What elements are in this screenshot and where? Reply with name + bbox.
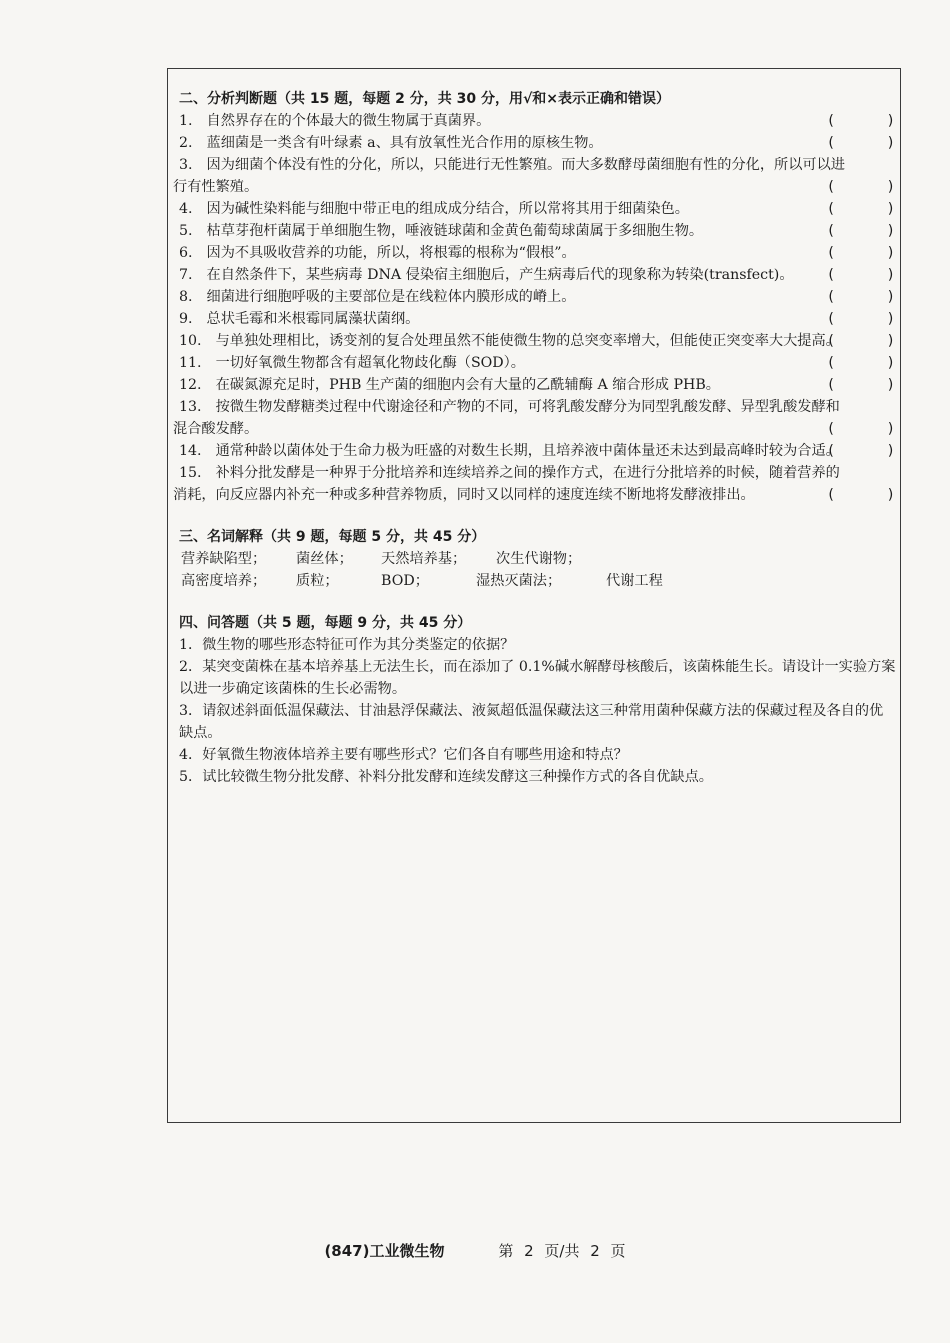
judgment-question (173, 286, 897, 308)
question-number: 10. (179, 333, 202, 349)
answer-brackets[interactable]: ( ) (826, 355, 895, 371)
course-code: (847)工业微生物 (324, 1242, 445, 1260)
term-item: 高密度培养； (181, 573, 267, 589)
question-text: 按微生物发酵糖类过程中代谢途径和产物的不同，可将乳酸发酵分为同型乳酸发酵、异型乳酸发酵和混合酸发酵。 (173, 399, 840, 437)
open-question: 3．请叙述斜面低温保藏法、甘油悬浮保藏法、液氮超低温保藏法这三种常用菌种保藏方法的保藏过程及各自的优缺点。 (179, 703, 884, 741)
term-item: 菌丝体； (296, 551, 353, 567)
answer-brackets[interactable]: ( ) (826, 267, 895, 283)
answer-brackets[interactable]: ( ) (826, 245, 895, 261)
question-text: 细菌进行细胞呼吸的主要部位是在线粒体内膜形成的嵴上。 (206, 289, 576, 305)
answer-brackets[interactable]: ( ) (826, 223, 895, 239)
question-number: 3. (179, 157, 193, 173)
question-number: 7. (179, 267, 193, 283)
question-text: 补料分批发酵是一种界于分批培养和连续培养之间的操作方式，在进行分批培养的时候，随着营养的消耗，向反应器内补充一种或多种营养物质，同时又以同样的速度连续不断地将发酵液排出。 (173, 465, 840, 503)
answer-brackets[interactable]: ( ) (826, 333, 895, 349)
question-text: 因为细菌个体没有性的分化，所以，只能进行无性繁殖。而大多数酵母菌细胞有性的分化，所以可以进行有性繁殖。 (173, 157, 845, 195)
judgment-question (173, 264, 897, 286)
question-text: 通常种龄以菌体处于生命力极为旺盛的对数生长期，且培养液中菌体量还未达到最高峰时较为合适。 (215, 443, 840, 459)
question-text: 蓝细菌是一类含有叶绿素 a、具有放氧性光合作用的原核生物。 (206, 135, 603, 151)
judgment-question (173, 352, 897, 374)
term-item: 代谢工程 (606, 573, 663, 589)
answer-brackets[interactable]: ( ) (826, 421, 895, 437)
question-number: 2. (179, 135, 193, 151)
judgment-question (173, 198, 897, 220)
judgment-question (173, 396, 897, 440)
judgment-question (173, 110, 897, 132)
question-number: 6. (179, 245, 193, 261)
term-item: 营养缺陷型； (181, 551, 267, 567)
answer-brackets[interactable]: ( ) (826, 201, 895, 217)
judgment-question (173, 330, 897, 352)
judgment-question (173, 242, 897, 264)
answer-brackets[interactable]: ( ) (826, 179, 895, 195)
page-footer (0, 1240, 950, 1261)
question-text: 在碳氮源充足时，PHB 生产菌的细胞内会有大量的乙酰辅酶 A 缩合形成 PHB。 (215, 377, 720, 393)
question-number: 13. (179, 399, 202, 415)
question-text: 因为不具吸收营养的功能，所以，将根霉的根称为“假根”。 (206, 245, 576, 261)
term-item: 湿热灭菌法； (476, 573, 562, 589)
answer-brackets[interactable]: ( ) (826, 289, 895, 305)
section2-title: 二、分析判断题（共 15 题，每题 2 分，共 30 分，用√和×表示正确和错误） (179, 91, 671, 107)
question-number: 9. (179, 311, 193, 327)
section4-title: 四、问答题（共 5 题，每题 9 分，共 45 分） (179, 615, 472, 631)
open-question: 1．微生物的哪些形态特征可作为其分类鉴定的依据？ (179, 637, 515, 653)
answer-brackets[interactable]: ( ) (826, 113, 895, 129)
open-question: 5．试比较微生物分批发酵、补料分批发酵和连续发酵这三种操作方式的各自优缺点。 (179, 769, 713, 785)
judgment-question (173, 440, 897, 462)
question-text: 总状毛霉和米根霉同属藻状菌纲。 (206, 311, 420, 327)
open-question: 2．某突变菌株在基本培养基上无法生长，而在添加了 0.1%碱水解酵母核酸后，该菌株能生长。请设计一实验方案以进一步确定该菌株的生长必需物。 (179, 659, 896, 697)
term-item: 天然培养基； (381, 551, 467, 567)
question-number: 8. (179, 289, 193, 305)
page-number: 第 2 页/共 2 页 (498, 1242, 626, 1260)
judgment-question (173, 374, 897, 396)
question-text: 因为碱性染料能与细胞中带正电的组成成分结合，所以常将其用于细菌染色。 (206, 201, 689, 217)
question-text: 自然界存在的个体最大的微生物属于真菌界。 (206, 113, 491, 129)
judgment-question (173, 462, 897, 506)
judgment-question (173, 132, 897, 154)
exam-content (173, 88, 897, 788)
question-text: 一切好氧微生物都含有超氧化物歧化酶（SOD）。 (215, 355, 525, 371)
answer-brackets[interactable]: ( ) (826, 135, 895, 151)
judgment-question (173, 154, 897, 198)
judgment-question-list (173, 110, 897, 506)
question-number: 15. (179, 465, 202, 481)
answer-brackets[interactable]: ( ) (826, 377, 895, 393)
question-text: 与单独处理相比，诱变剂的复合处理虽然不能使微生物的总突变率增大，但能使正突变率大大提高。 (215, 333, 840, 349)
question-number: 12. (179, 377, 202, 393)
question-number: 1. (179, 113, 193, 129)
answer-brackets[interactable]: ( ) (826, 311, 895, 327)
term-item: 次生代谢物； (496, 551, 582, 567)
judgment-question (173, 308, 897, 330)
question-number: 4. (179, 201, 193, 217)
answer-brackets[interactable]: ( ) (826, 443, 895, 459)
question-number: 14. (179, 443, 202, 459)
open-question: 4．好氧微生物液体培养主要有哪些形式？它们各自有哪些用途和特点？ (179, 747, 628, 763)
judgment-question (173, 220, 897, 242)
term-item: 质粒； (296, 573, 339, 589)
question-number: 5. (179, 223, 193, 239)
terms-row-1 (173, 548, 897, 570)
question-text: 在自然条件下，某些病毒 DNA 侵染宿主细胞后，产生病毒后代的现象称为转染(transfect)。 (206, 267, 794, 283)
question-text: 枯草芽孢杆菌属于单细胞生物，唾液链球菌和金黄色葡萄球菌属于多细胞生物。 (206, 223, 704, 239)
terms-row-2 (173, 570, 897, 592)
answer-brackets[interactable]: ( ) (826, 487, 895, 503)
term-item: BOD； (381, 573, 429, 589)
section3-title: 三、名词解释（共 9 题，每题 5 分，共 45 分） (179, 529, 486, 545)
question-number: 11. (179, 355, 202, 371)
